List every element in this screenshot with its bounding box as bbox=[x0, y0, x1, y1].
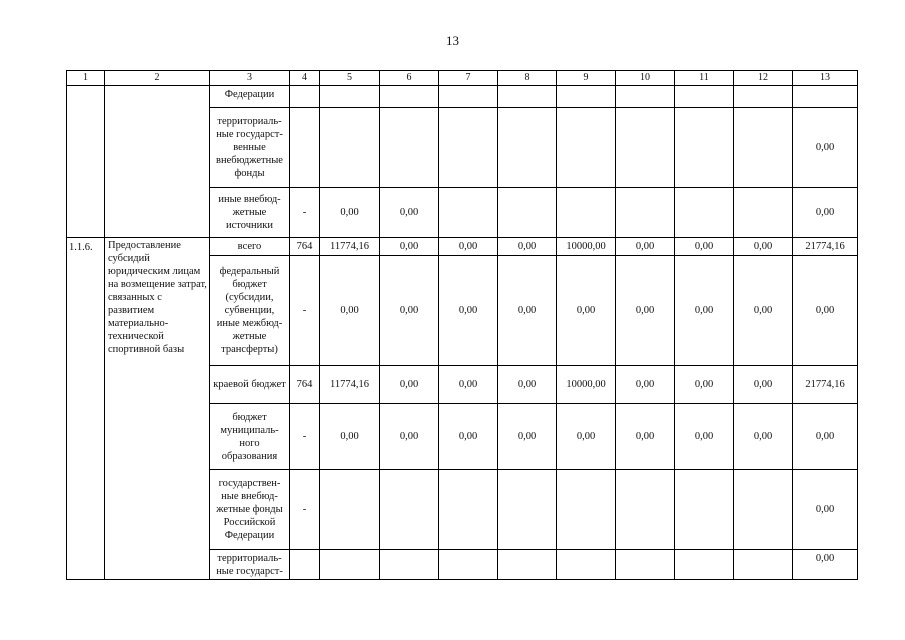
total-cell: 0,00 bbox=[793, 108, 858, 188]
value-cell: 0,00 bbox=[380, 238, 439, 256]
code-cell: - bbox=[290, 256, 320, 366]
value-cell: 0,00 bbox=[498, 256, 557, 366]
value-cell: 0,00 bbox=[380, 404, 439, 470]
value-cell: 11774,16 bbox=[320, 238, 380, 256]
source-cell: Федерации bbox=[210, 86, 290, 108]
code-cell: 764 bbox=[290, 238, 320, 256]
value-cell: 0,00 bbox=[320, 256, 380, 366]
value-cell: 0,00 bbox=[320, 404, 380, 470]
source-cell: всего bbox=[210, 238, 290, 256]
cell-empty bbox=[67, 86, 105, 238]
total-cell: 0,00 bbox=[793, 470, 858, 550]
value-cell: 0,00 bbox=[380, 256, 439, 366]
source-cell: государствен-ные внебюд-жетные фонды Российской Федерации bbox=[210, 470, 290, 550]
col-header: 13 bbox=[793, 71, 858, 86]
value-cell: 0,00 bbox=[734, 238, 793, 256]
value-cell: 0,00 bbox=[675, 238, 734, 256]
source-cell: территориаль-ные государст-венные внебюджетные фонды bbox=[210, 108, 290, 188]
value-cell: 0,00 bbox=[439, 366, 498, 404]
col-header: 10 bbox=[616, 71, 675, 86]
value-cell: 0,00 bbox=[675, 404, 734, 470]
source-cell: территориаль-ные государст- bbox=[210, 550, 290, 580]
code-cell: - bbox=[290, 404, 320, 470]
value-cell: 0,00 bbox=[380, 366, 439, 404]
source-cell: краевой бюджет bbox=[210, 366, 290, 404]
col-header: 1 bbox=[67, 71, 105, 86]
value-cell: 0,00 bbox=[557, 256, 616, 366]
value-cell: 0,00 bbox=[320, 188, 380, 238]
value-cell: 0,00 bbox=[439, 238, 498, 256]
col-header: 9 bbox=[557, 71, 616, 86]
value-cell: 0,00 bbox=[498, 238, 557, 256]
header-row bbox=[67, 71, 858, 86]
item-description: Предоставление субсидий юридическим лицам на возмещение затрат, связанных с развитием материально-технической спортивной базы bbox=[105, 238, 210, 580]
total-cell: 0,00 bbox=[793, 550, 858, 580]
table-row bbox=[67, 86, 858, 108]
cell-empty bbox=[105, 86, 210, 238]
page-number: 13 bbox=[446, 33, 459, 48]
value-cell: 10000,00 bbox=[557, 366, 616, 404]
col-header: 6 bbox=[380, 71, 439, 86]
code-cell: 764 bbox=[290, 366, 320, 404]
value-cell: 0,00 bbox=[675, 256, 734, 366]
col-header: 7 bbox=[439, 71, 498, 86]
source-cell: федеральный бюджет (субсидии, субвенции, иные межбюд-жетные трансферты) bbox=[210, 256, 290, 366]
table-row bbox=[67, 238, 858, 256]
col-header: 2 bbox=[105, 71, 210, 86]
value-cell: 0,00 bbox=[439, 404, 498, 470]
value-cell: 0,00 bbox=[675, 366, 734, 404]
value-cell: 0,00 bbox=[439, 256, 498, 366]
total-cell: 21774,16 bbox=[793, 238, 858, 256]
total-cell: 0,00 bbox=[793, 256, 858, 366]
value-cell: 0,00 bbox=[616, 238, 675, 256]
code-cell: - bbox=[290, 188, 320, 238]
value-cell: 0,00 bbox=[734, 404, 793, 470]
value-cell: 0,00 bbox=[380, 188, 439, 238]
col-header: 12 bbox=[734, 71, 793, 86]
total-cell: 21774,16 bbox=[793, 366, 858, 404]
value-cell: 0,00 bbox=[498, 404, 557, 470]
value-cell: 10000,00 bbox=[557, 238, 616, 256]
col-header: 11 bbox=[675, 71, 734, 86]
col-header: 8 bbox=[498, 71, 557, 86]
col-header: 5 bbox=[320, 71, 380, 86]
code-cell: - bbox=[290, 470, 320, 550]
source-cell: бюджет муниципаль-ного образования bbox=[210, 404, 290, 470]
value-cell: 0,00 bbox=[734, 256, 793, 366]
value-cell: 0,00 bbox=[498, 366, 557, 404]
value-cell: 0,00 bbox=[616, 404, 675, 470]
value-cell: 0,00 bbox=[616, 256, 675, 366]
total-cell: 0,00 bbox=[793, 404, 858, 470]
value-cell: 11774,16 bbox=[320, 366, 380, 404]
item-number: 1.1.6. bbox=[67, 238, 105, 580]
value-cell: 0,00 bbox=[734, 366, 793, 404]
budget-table bbox=[66, 70, 858, 580]
value-cell: 0,00 bbox=[557, 404, 616, 470]
source-cell: иные внебюд-жетные источники bbox=[210, 188, 290, 238]
total-cell: 0,00 bbox=[793, 188, 858, 238]
col-header: 4 bbox=[290, 71, 320, 86]
value-cell: 0,00 bbox=[616, 366, 675, 404]
col-header: 3 bbox=[210, 71, 290, 86]
